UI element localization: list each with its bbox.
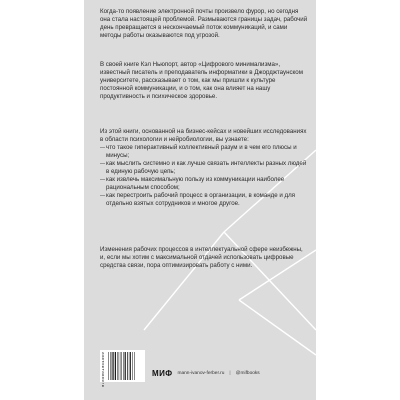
learn-item: — как мыслить системно и как лучше связать интеллекты разных людей в единую рабочую цепь; <box>100 160 308 176</box>
intro-paragraph: Когда-то появление электронной почты произвело фурор, но сегодня она стала настоящей проблемой. Размываются границы задач, рабочий день превращается в нескончаемый поток коммуникаций, и сами методы работы оказываются под угрозой. <box>100 8 308 39</box>
learn-section <box>100 128 308 208</box>
barcode-bar <box>127 352 128 380</box>
learn-intro: Из этой книги, основанной на бизнес-кейсах и новейших исследованиях в области психологии и нейробиологии, вы узнаете: <box>100 128 307 143</box>
separator: | <box>229 371 231 376</box>
barcode-bar <box>112 352 113 380</box>
book-back-cover <box>84 0 316 400</box>
barcode-bar <box>125 352 126 380</box>
barcode-bar <box>134 352 135 380</box>
publisher-website[interactable]: mann-ivanov-ferber.ru <box>177 371 225 376</box>
publisher-logo: МИФ <box>152 369 173 378</box>
isbn-barcode <box>100 350 145 388</box>
learn-list <box>100 144 308 208</box>
barcode-bar <box>117 352 118 380</box>
learn-item: — что такое гиперактивный коллективный разум и в чем его плюсы и минусы; <box>100 144 308 160</box>
barcode-bar <box>132 352 133 380</box>
author-paragraph: В своей книге Кэл Ньюпорт, автор «Цифрового минимализма», известный писатель и преподаватель информатики в Джорджтаунском университете, рассказывает о том, как мы пришли к культуре постоянной коммуникации, и о том, как она влияет на нашу продуктивность и психическое здоровье. <box>100 61 303 100</box>
isbn-number: 9785001954509 <box>102 352 106 388</box>
learn-item: — как перестроить рабочий процесс в организации, в команде и для отдельно взятых сотрудников и многое другое. <box>100 192 308 208</box>
barcode-bar <box>111 352 112 380</box>
publisher-footer <box>152 369 260 378</box>
barcode-bar <box>130 352 131 380</box>
barcode-bar <box>109 352 110 380</box>
social-handle[interactable]: @mifbooks <box>235 371 260 376</box>
learn-item: — как извлечь максимальную пользу из коммуникации наиболее рациональным способом; <box>100 176 308 192</box>
barcode-bar <box>115 352 116 380</box>
barcode-bars <box>108 352 143 380</box>
barcode-bar <box>119 352 120 380</box>
barcode-bar <box>123 352 124 380</box>
closing-paragraph: Изменения рабочих процессов в интеллектуальной сфере неизбежны, и, если мы хотим с максимальной отдачей использовать цифровые средства связи, пора оптимизировать работу с ними. <box>100 246 303 269</box>
barcode-bar <box>121 352 122 380</box>
